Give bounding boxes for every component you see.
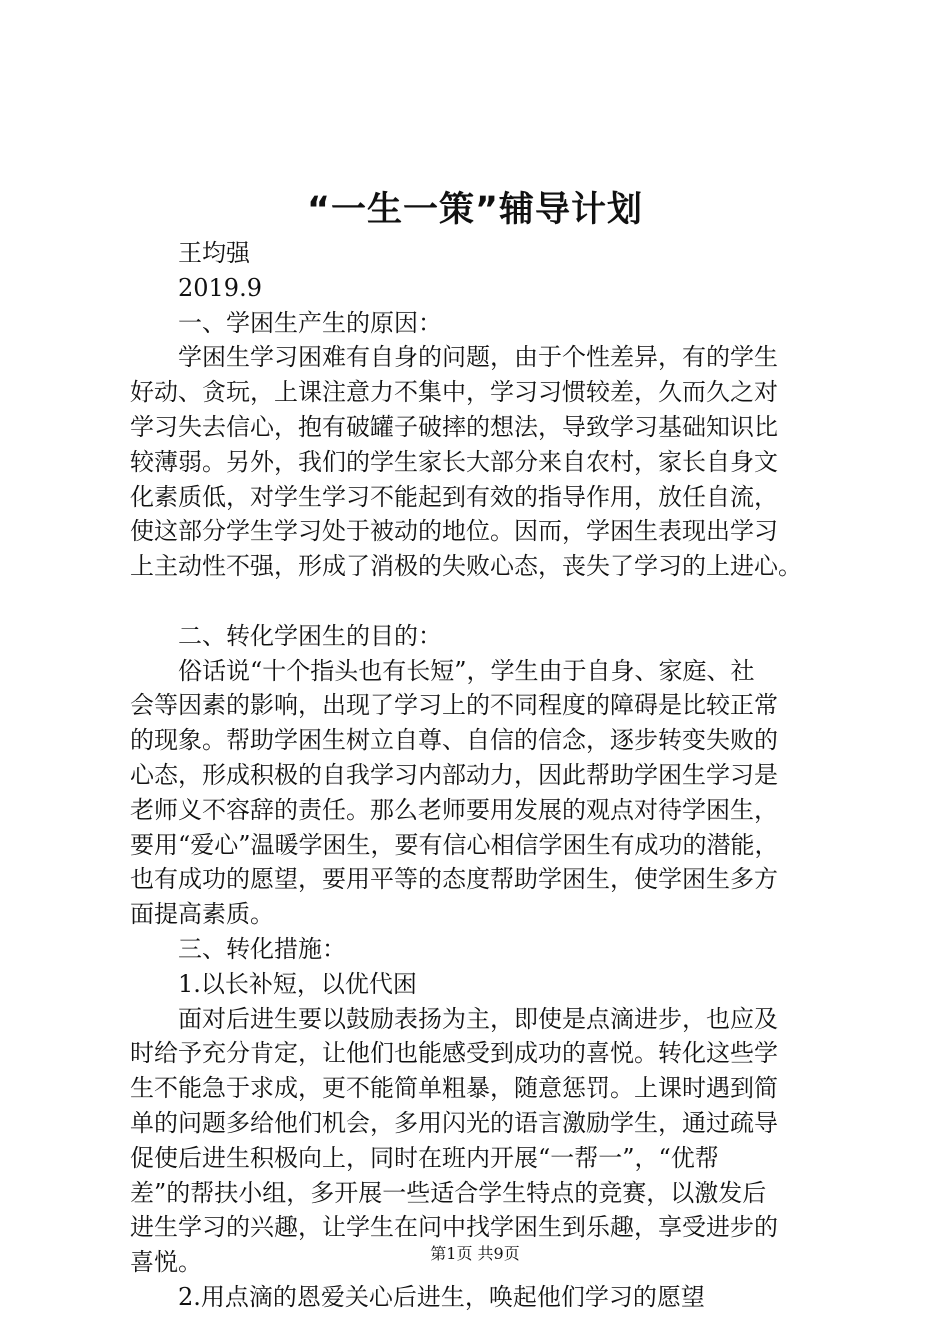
section-3-heading: 三、转化措施： <box>178 934 346 963</box>
paragraph-line: 喜悦。 <box>130 1248 202 1277</box>
paragraph-line: 单的问题多给他们机会，多用闪光的语言激励学生，通过疏导 <box>130 1108 778 1137</box>
paragraph-line: 面提高素质。 <box>130 900 274 929</box>
page-number-footer: 第1页 共9页 <box>430 1244 520 1263</box>
paragraph-line: 要用“爱心”温暖学困生，要有信心相信学困生有成功的潜能， <box>130 830 779 859</box>
paragraph-line: 上主动性不强，形成了消极的失败心态，丧失了学习的上进心。 <box>130 552 802 581</box>
paragraph-line: 好动、贪玩，上课注意力不集中，学习习惯较差，久而久之对 <box>130 378 778 407</box>
paragraph-line: 化素质低，对学生学习不能起到有效的指导作用，放任自流， <box>130 482 778 511</box>
paragraph-line: 面对后进生要以鼓励表扬为主，即使是点滴进步，也应及 <box>178 1004 778 1033</box>
document-date: 2019.9 <box>178 273 262 302</box>
document-body <box>130 236 835 1315</box>
paragraph-line: 会等因素的影响，出现了学习上的不同程度的障碍是比较正常 <box>130 691 778 720</box>
paragraph-line: 使这部分学生学习处于被动的地位。因而，学困生表现出学习 <box>130 517 778 546</box>
paragraph-line: 促使后进生积极向上，同时在班内开展“一帮一”，“优帮 <box>130 1143 719 1172</box>
paragraph-line: 的现象。帮助学困生树立自尊、自信的信念，逐步转变失败的 <box>130 726 778 755</box>
section-2-heading: 二、转化学困生的目的： <box>178 621 442 650</box>
blank-line <box>130 584 835 619</box>
paragraph-line: 学困生学习困难有自身的问题，由于个性差异，有的学生 <box>178 343 778 372</box>
paragraph-line: 差”的帮扶小组，多开展一些适合学生特点的竞赛，以激发后 <box>130 1178 767 1207</box>
paragraph-line: 俗话说“十个指头也有长短”，学生由于自身、家庭、社 <box>178 656 755 685</box>
item-1-heading: 1.以长补短，以优代困 <box>178 969 417 998</box>
section-1-heading: 一、学困生产生的原因： <box>178 308 442 337</box>
paragraph-line: 生不能急于求成，更不能简单粗暴，随意惩罚。上课时遇到简 <box>130 1074 778 1103</box>
paragraph-line: 也有成功的愿望，要用平等的态度帮助学困生，使学困生多方 <box>130 865 778 894</box>
author-name: 王均强 <box>178 239 250 267</box>
paragraph-line: 老师义不容辞的责任。那么老师要用发展的观点对待学困生， <box>130 795 778 824</box>
item-2-heading: 2.用点滴的恩爱关心后进生，唤起他们学习的愿望 <box>178 1282 705 1311</box>
document-title: “一生一策”辅导计划 <box>306 190 643 230</box>
paragraph-line: 较薄弱。另外，我们的学生家长大部分来自农村，家长自身文 <box>130 447 778 476</box>
paragraph-line: 心态，形成积极的自我学习内部动力，因此帮助学困生学习是 <box>130 760 778 789</box>
paragraph-line: 学习失去信心，抱有破罐子破摔的想法，导致学习基础知识比 <box>130 412 778 441</box>
paragraph-line: 进生学习的兴趣，让学生在问中找学困生到乐趣，享受进步的 <box>130 1213 778 1242</box>
paragraph-line: 时给予充分肯定，让他们也能感受到成功的喜悦。转化这些学 <box>130 1039 778 1068</box>
